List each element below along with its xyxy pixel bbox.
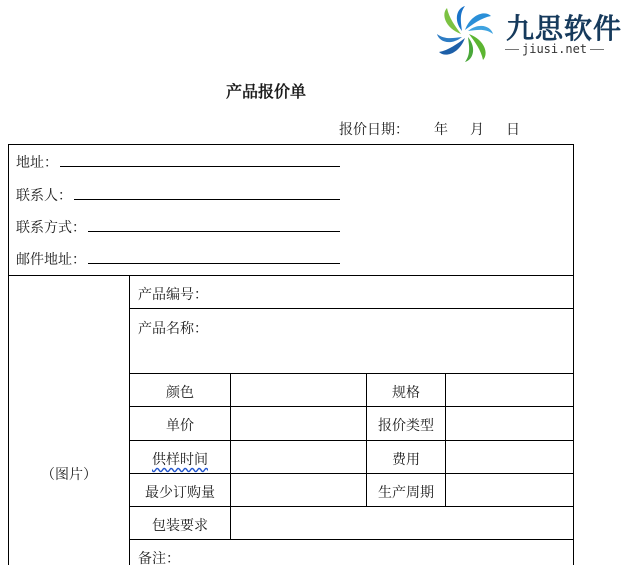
remarks-label: 备注： bbox=[138, 551, 180, 567]
address-line[interactable] bbox=[60, 166, 340, 167]
col-line-3 bbox=[445, 373, 446, 506]
email-line[interactable] bbox=[88, 263, 340, 264]
jiusi-logo bbox=[434, 4, 630, 64]
table-left-border bbox=[8, 275, 9, 565]
spec-label: 规格 bbox=[392, 385, 420, 401]
fee-label: 费用 bbox=[392, 452, 420, 468]
product-name-label: 产品名称： bbox=[138, 321, 208, 337]
table-right-border bbox=[573, 275, 574, 565]
row-line-5 bbox=[129, 473, 573, 474]
row-line-2 bbox=[129, 373, 573, 374]
col-line-1 bbox=[230, 373, 231, 539]
packaging-label: 包装要求 bbox=[152, 518, 208, 534]
date-year-label: 年 bbox=[434, 122, 448, 138]
email-label: 邮件地址： bbox=[16, 252, 86, 268]
row-line-6 bbox=[129, 506, 573, 507]
product-image-placeholder: （图片） bbox=[41, 467, 97, 483]
contact-person-line[interactable] bbox=[74, 199, 340, 200]
production-cycle-label: 生产周期 bbox=[378, 485, 434, 501]
quote-date-label: 报价日期： bbox=[339, 122, 409, 138]
quote-type-label: 报价类型 bbox=[378, 418, 434, 434]
date-day-label: 日 bbox=[506, 122, 520, 138]
color-label: 颜色 bbox=[166, 385, 194, 401]
contact-person-label: 联系人： bbox=[16, 188, 72, 204]
logo-text-en: jiusi.net bbox=[502, 42, 607, 56]
contact-method-line[interactable] bbox=[88, 231, 340, 232]
contact-method-label: 联系方式： bbox=[16, 220, 86, 236]
min-order-label: 最少订购量 bbox=[145, 485, 215, 501]
supply-time-label: 供样时间 bbox=[152, 452, 208, 468]
address-label: 地址： bbox=[16, 155, 58, 171]
row-line-3 bbox=[129, 406, 573, 407]
contact-info-box bbox=[8, 144, 574, 276]
date-month-label: 月 bbox=[470, 122, 484, 138]
document-title: 产品报价单 bbox=[225, 82, 306, 101]
supply-time-cell bbox=[130, 449, 230, 469]
row-line-7 bbox=[129, 539, 573, 540]
unit-price-label: 单价 bbox=[166, 418, 194, 434]
product-code-label: 产品编号： bbox=[138, 287, 208, 303]
row-line-4 bbox=[129, 440, 573, 441]
row-line-1 bbox=[129, 308, 573, 309]
swirl-logo-icon bbox=[434, 4, 496, 64]
logo-text-cn: 九思软件 bbox=[506, 12, 623, 45]
